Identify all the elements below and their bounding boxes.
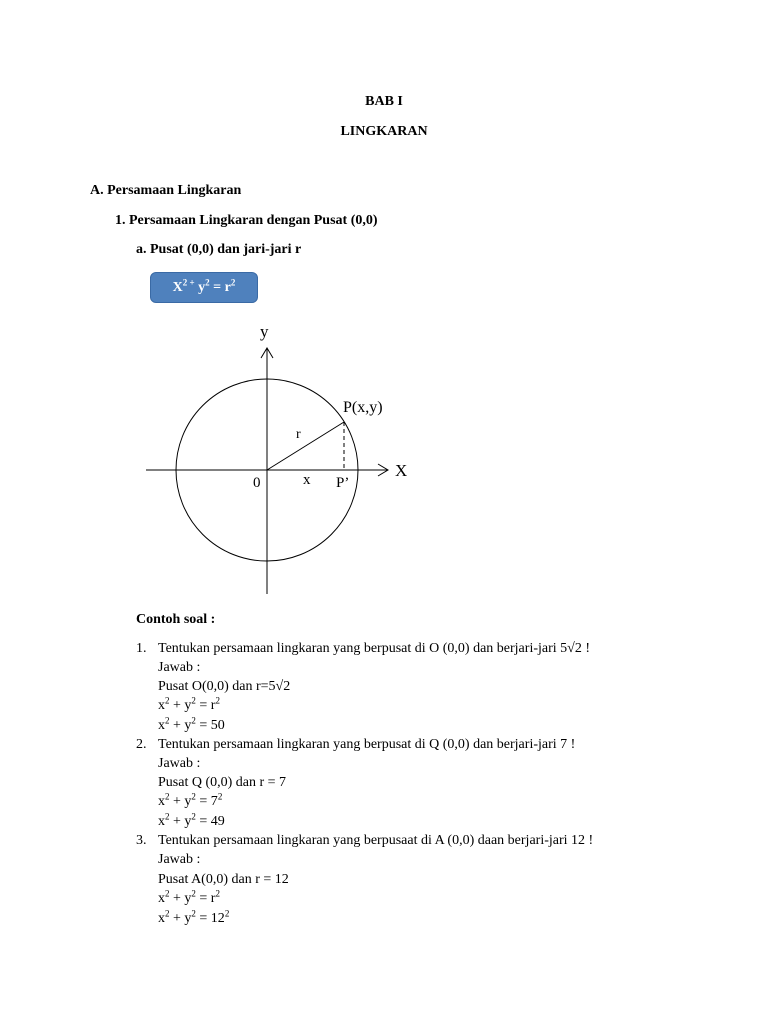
exponent: 2 [165,811,170,822]
example-question: Tentukan persamaan lingkaran yang berpusat di O (0,0) dan berjari-jari 5√2 ! [158,641,590,656]
term: = 7 [195,794,218,809]
subsection-heading: 1. Persamaan Lingkaran dengan Pusat (0,0) [115,213,378,228]
answer-line [158,872,289,888]
example-question: Tentukan persamaan lingkaran yang berpusat di Q (0,0) dan berjari-jari 7 ! [158,737,576,752]
y-axis-label: y [260,322,269,341]
point-label: P(x,y) [343,399,383,416]
formula-x: X [172,280,183,295]
term: + y [169,814,192,829]
term: = 49 [195,814,225,829]
exponent: 2 [165,908,170,919]
answer-text: Pusat Q (0,0) dan r = 7 [158,775,287,790]
answer-line [158,811,225,830]
term: = 50 [195,718,225,733]
example-number: 1. [136,641,147,656]
term: x [158,794,165,809]
exponent: 2 [191,908,196,919]
origin-label: 0 [253,475,261,491]
answer-label: Jawab : [158,660,201,675]
term: + y [169,718,192,733]
example-number: 2. [136,737,147,752]
chapter-heading: BAB I [365,94,403,109]
formula-y: y [194,280,206,295]
formula-eq: = r [209,280,231,295]
answer-line [158,791,223,810]
term: + y [169,698,192,713]
term: = r [195,698,216,713]
formula-exp-2: 2 [205,277,210,288]
exponent: 2 [215,888,220,899]
formula-exp-1: 2 + [182,277,195,288]
term: = r [195,891,216,906]
example-question: Tentukan persamaan lingkaran yang berpusaat di A (0,0) daan berjari-jari 12 ! [158,833,594,848]
radius-line [267,422,344,470]
exponent: 2 [165,791,170,802]
exponent: 2 [215,695,220,706]
answer-line [158,908,230,927]
p-prime-label: P’ [336,475,350,491]
answer-label: Jawab : [158,756,201,771]
term: + y [169,911,192,926]
exponent: 2 [191,715,196,726]
formula-exp-3: 2 [230,277,236,288]
exponent: 2 [165,715,170,726]
example-number: 3. [136,833,147,848]
exponent: 2 [191,811,196,822]
answer-line [158,888,220,907]
term: x [158,911,165,926]
answer-text: Pusat O(0,0) dan r=5√2 [158,679,291,694]
examples-heading: Contoh soal : [136,612,216,627]
answer-line [158,695,220,714]
x-axis-label: X [395,461,408,480]
answer-text: Pusat A(0,0) dan r = 12 [158,872,289,887]
term: x [158,891,165,906]
exponent: 2 [191,695,196,706]
exponent: 2 [224,908,230,919]
answer-line [158,679,290,695]
term: x [158,698,165,713]
term: x [158,718,165,733]
term: = 12 [195,911,225,926]
section-heading: A. Persamaan Lingkaran [90,183,242,198]
x-length-label: x [303,472,311,488]
radius-label: r [296,427,301,442]
exponent: 2 [191,791,196,802]
term: + y [169,794,192,809]
exponent: 2 [217,791,223,802]
answer-line [158,715,225,734]
exponent: 2 [165,695,170,706]
term: + y [169,891,192,906]
answer-line [158,775,286,791]
chapter-title: LINGKARAN [340,124,428,139]
term: x [158,814,165,829]
answer-label: Jawab : [158,852,201,867]
subsubsection-heading: a. Pusat (0,0) dan jari-jari r [136,242,302,257]
exponent: 2 [165,888,170,899]
exponent: 2 [191,888,196,899]
